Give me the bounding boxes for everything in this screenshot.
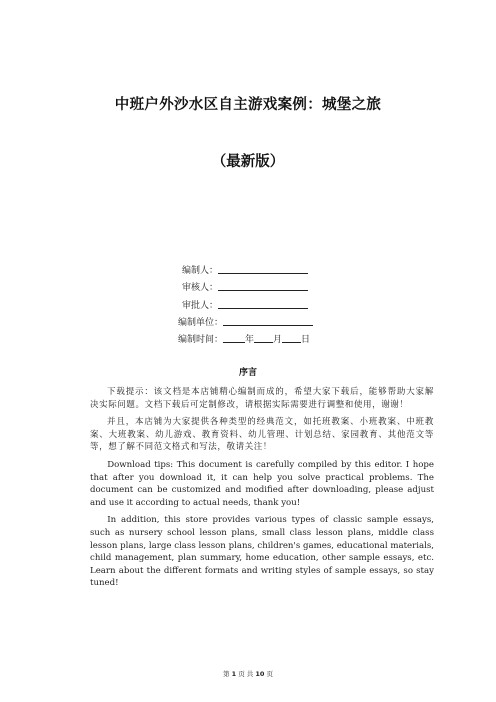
current-page-number: 1 — [231, 670, 237, 678]
editor-blank — [218, 262, 308, 274]
preface-paragraph: Download tips: This document is carefully compiled by this editor. I hope that after you download it, it can help you solve practical problems. The document can be customized and modified after downloading, please adjust and use it according to actual needs, thank you! — [90, 459, 434, 508]
footer-prefix: 第 — [223, 670, 230, 678]
day-label: 日 — [301, 335, 311, 346]
unit-blank — [223, 314, 313, 326]
approver-blank — [218, 297, 308, 309]
total-page-count: 10 — [255, 670, 265, 678]
editor-label: 编制人： — [182, 266, 219, 276]
footer-mid: 页 共 — [238, 670, 254, 678]
footer-suffix: 页 — [266, 670, 273, 678]
time-label: 编制时间： — [178, 335, 224, 346]
editor-row — [178, 262, 313, 279]
unit-row — [178, 314, 313, 331]
year-label: 年 — [245, 335, 255, 346]
preface-paragraph: 下载提示：该文档是本店铺精心编制而成的，希望大家下载后，能够帮助大家解决实际问题。文档下载后可定制修改，请根据实际需要进行调整和使用，谢谢！ — [90, 387, 434, 410]
month-blank — [254, 331, 273, 343]
approver-label: 审批人： — [182, 300, 219, 311]
time-row — [178, 331, 313, 348]
approver-row — [178, 297, 313, 314]
preface-paragraph: In addition, this store provides various types of classic sample essays, such as nursery school lesson plans, small class lesson plans, middle class lesson plans, large class lesson plans, children's games, educational materials, child management, plan summary, home education, other sample essays, etc. Learn about the different formats and writing styles of sample essays, so stay tuned! — [90, 515, 434, 589]
unit-label: 编制单位： — [178, 317, 224, 328]
document-title: 中班户外沙水区自主游戏案例：城堡之旅 — [114, 97, 382, 113]
edition-label: （最新版） — [211, 154, 285, 170]
preface-body — [90, 386, 434, 595]
page-footer — [0, 669, 496, 678]
preface-heading: 序言 — [238, 368, 257, 378]
day-blank — [282, 331, 301, 343]
meta-block — [178, 262, 313, 348]
month-label: 月 — [273, 335, 283, 346]
reviewer-label: 审核人： — [182, 283, 219, 294]
year-blank — [223, 331, 245, 343]
preface-paragraph: 并且，本店铺为大家提供各种类型的经典范文，如托班教案、小班教案、中班教案、大班教案、幼儿游戏、教育资料、幼儿管理、计划总结、家园教育、其他范文等等，想了解不同范文格式和写法，敬请关注！ — [90, 417, 434, 453]
reviewer-row — [178, 279, 313, 296]
reviewer-blank — [218, 279, 308, 291]
